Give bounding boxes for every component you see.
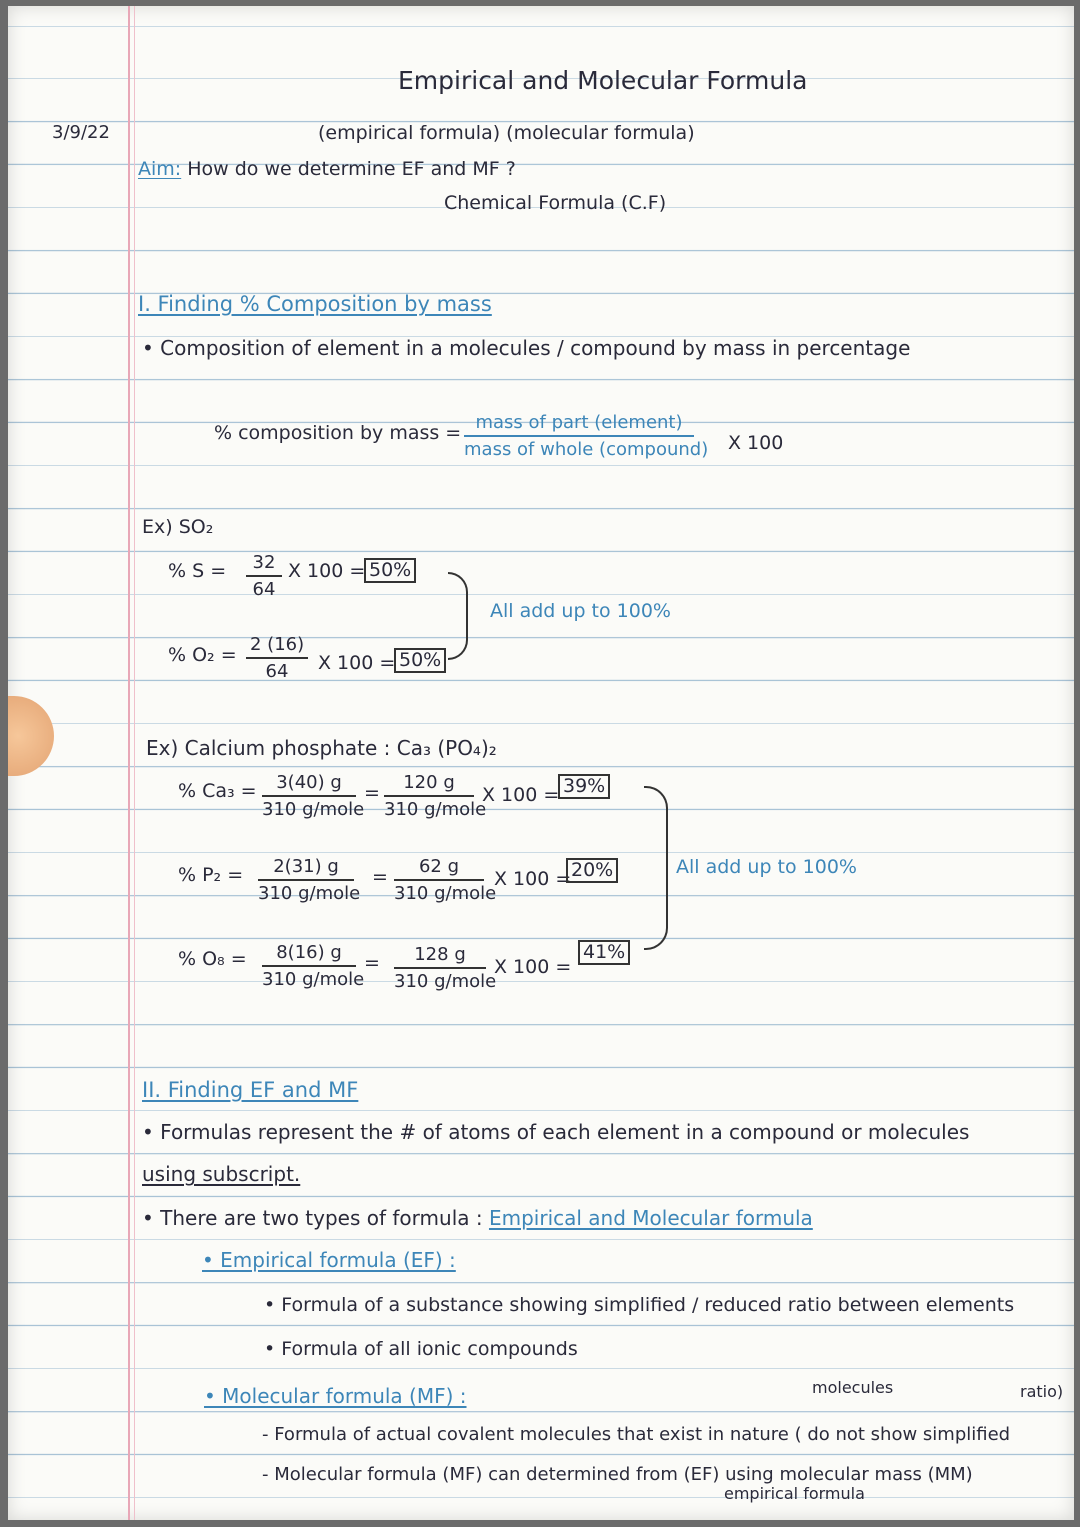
ex1-brace <box>448 572 468 660</box>
ex1-o-label: % O₂ = <box>168 644 237 666</box>
mf-heading: • Molecular formula (MF) : <box>204 1384 467 1408</box>
ex1-s-label: % S = <box>168 560 227 582</box>
ex2-p-numerator: 2(31) g <box>258 858 354 881</box>
section1-bullet: • Composition of element in a molecules / compound by mass in percentage <box>142 336 911 360</box>
aim-label: Aim: <box>138 158 182 180</box>
ex1-o-times: X 100 = <box>318 652 396 674</box>
formula-times-100: X 100 <box>728 432 784 454</box>
ex2-p-equals: = <box>372 866 388 888</box>
ex2-p-denominator: 310 g/mole <box>258 883 361 904</box>
page-title: Empirical and Molecular Formula <box>398 66 808 95</box>
ef-heading: • Empirical formula (EF) : <box>202 1248 456 1272</box>
section1-heading: I. Finding % Composition by mass <box>138 292 492 316</box>
date: 3/9/22 <box>52 122 110 143</box>
ex1-o-numerator: 2 (16) <box>246 636 308 659</box>
ex1-note: All add up to 100% <box>490 600 671 622</box>
aim-text: How do we determine EF and MF ? <box>187 158 516 180</box>
ex2-o-denominator: 310 g/mole <box>262 969 365 990</box>
ex2-p-times: X 100 = <box>494 868 572 890</box>
section2-line1: • Formulas represent the # of atoms of each element in a compound or molecules <box>142 1120 970 1144</box>
ex2-o-fraction-2 <box>394 944 497 992</box>
ex2-o-times: X 100 = <box>494 956 572 978</box>
aim-line <box>138 160 516 179</box>
margin-line-secondary <box>134 6 135 1520</box>
section2-line3-highlight: Empirical and Molecular formula <box>488 1206 813 1230</box>
section2-line3-text: • There are two types of formula : <box>142 1206 483 1230</box>
ex2-label: Ex) Calcium phosphate : Ca₃ (PO₄)₂ <box>146 736 497 760</box>
mf-above-molecules: molecules <box>812 1378 894 1397</box>
mf-below-note: empirical formula <box>724 1484 865 1503</box>
notebook-page <box>8 6 1074 1520</box>
ex2-p-denominator-2: 310 g/mole <box>394 883 497 904</box>
ex2-p-fraction-2 <box>394 856 497 904</box>
ef-point1: • Formula of a substance showing simplified / reduced ratio between elements <box>264 1294 1015 1316</box>
ex1-label: Ex) SO₂ <box>142 516 214 538</box>
ex2-o-equals: = <box>364 952 380 974</box>
formula-numerator: mass of part (element) <box>464 414 694 437</box>
percent-formula-label: % composition by mass = <box>214 422 462 444</box>
ex2-ca-fraction <box>262 772 365 820</box>
ex2-o-denominator-2: 310 g/mole <box>394 971 497 992</box>
ex1-s-fraction <box>246 554 282 599</box>
ex2-p-label: % P₂ = <box>178 864 244 886</box>
ex2-o-label: % O₈ = <box>178 948 247 970</box>
ex2-ca-times: X 100 = <box>482 784 560 806</box>
ex1-s-numerator: 32 <box>246 554 282 577</box>
ex1-s-result: 50% <box>364 558 416 583</box>
mf-point2: - Molecular formula (MF) can determined from (EF) using molecular mass (MM) <box>262 1464 973 1485</box>
ex2-o-numerator-2: 128 g <box>394 946 486 969</box>
chemical-formula-note: Chemical Formula (C.F) <box>444 192 667 214</box>
section2-heading: II. Finding EF and MF <box>142 1078 359 1102</box>
ef-point2: • Formula of all ionic compounds <box>264 1338 578 1360</box>
ex1-s-denominator: 64 <box>252 579 276 600</box>
section2-line3 <box>142 1208 813 1228</box>
margin-line <box>128 6 130 1520</box>
ex2-o-numerator: 8(16) g <box>262 944 356 967</box>
ex2-ca-denominator-2: 310 g/mole <box>384 799 487 820</box>
formula-denominator: mass of whole (compound) <box>464 439 709 460</box>
mf-above-ratio: ratio) <box>1020 1382 1064 1401</box>
ex2-ca-denominator: 310 g/mole <box>262 799 365 820</box>
ex2-ca-result: 39% <box>558 774 610 799</box>
ex2-ca-fraction-2 <box>384 772 487 820</box>
section2-line2: using subscript. <box>142 1162 301 1186</box>
finger-tip <box>8 696 54 776</box>
ex1-s-times: X 100 = <box>288 560 366 582</box>
mf-point1: - Formula of actual covalent molecules that exist in nature ( do not show simplified <box>262 1424 1011 1445</box>
ex2-p-numerator-2: 62 g <box>394 858 484 881</box>
ex2-ca-numerator-2: 120 g <box>384 774 474 797</box>
ex1-o-fraction <box>246 636 308 681</box>
ex2-note: All add up to 100% <box>676 856 857 878</box>
ex1-o-denominator: 64 <box>265 661 289 682</box>
page-subtitle: (empirical formula) (molecular formula) <box>318 122 695 144</box>
ex2-ca-label: % Ca₃ = <box>178 780 257 802</box>
ex2-ca-numerator: 3(40) g <box>262 774 356 797</box>
ex1-o-result: 50% <box>394 648 446 673</box>
ex2-ca-equals: = <box>364 782 380 804</box>
ex2-o-fraction <box>262 942 365 990</box>
ex2-brace <box>644 786 668 950</box>
ex2-o-result: 41% <box>578 940 630 965</box>
percent-formula-fraction <box>464 412 709 460</box>
ex2-p-fraction <box>258 856 361 904</box>
ex2-p-result: 20% <box>566 858 618 883</box>
